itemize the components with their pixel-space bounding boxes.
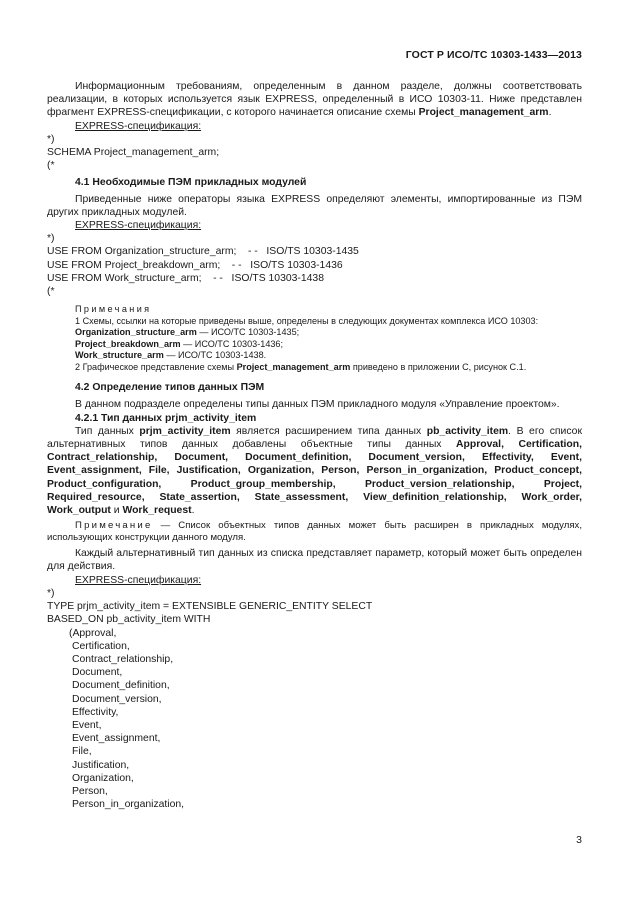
ref-doc: — ИСО/ТС 10303-1436; bbox=[180, 338, 284, 349]
note-ref bbox=[75, 339, 582, 351]
express-label bbox=[47, 574, 582, 587]
ref-name: Organization_structure_arm bbox=[75, 327, 197, 338]
schema-declaration: SCHEMA Project_management_arm; bbox=[47, 147, 220, 159]
express-label-text: EXPRESS-спецификация: bbox=[75, 574, 202, 586]
intro-end: . bbox=[548, 107, 552, 119]
section-4-2-text: В данном подразделе определены типы данных ПЭМ прикладного модуля «Управление проектом». bbox=[75, 399, 560, 411]
use-from-line: USE FROM Organization_structure_arm; - - ISO/TS 10303-1435 bbox=[47, 246, 359, 258]
ref-name: Project_breakdown_arm bbox=[75, 338, 181, 349]
express-label bbox=[47, 219, 582, 232]
note-ref bbox=[75, 327, 582, 339]
select-item: Event, bbox=[72, 719, 102, 731]
type-declaration: TYPE prjm_activity_item = EXTENSIBLE GENERIC_ENTITY SELECT bbox=[47, 601, 373, 613]
param-paragraph: Каждый альтернативный тип данных из списка представляет параметр, который может быть определен для действия. bbox=[47, 548, 582, 573]
select-item: File, bbox=[72, 746, 92, 758]
select-item: Document_definition, bbox=[72, 680, 170, 692]
select-item: Organization, bbox=[72, 772, 134, 784]
select-item: Document_version, bbox=[72, 693, 162, 705]
select-item: Event_assignment, bbox=[72, 733, 161, 745]
code-close: (* bbox=[47, 160, 55, 172]
t-c: . В его список альтернативных типов данных добавлены объектные типы данных bbox=[47, 425, 582, 451]
note-types bbox=[47, 520, 582, 544]
code-close: (* bbox=[47, 286, 55, 298]
section-4-2-1-heading: 4.2.1 Тип данных prjm_activity_item bbox=[75, 412, 257, 424]
note-label: Примечание bbox=[75, 520, 153, 532]
t-end: . bbox=[191, 505, 195, 517]
schema-name: Project_management_arm bbox=[418, 107, 549, 119]
t-and: и bbox=[110, 505, 123, 517]
note-2 bbox=[75, 362, 582, 374]
express-label-text: EXPRESS-спецификация: bbox=[75, 120, 202, 132]
section-4-2-1-text bbox=[47, 425, 582, 517]
code-open: *) bbox=[47, 233, 55, 245]
select-item: (Approval, bbox=[69, 627, 117, 639]
select-item: Effectivity, bbox=[72, 706, 119, 718]
section-4-1-heading: 4.1 Необходимые ПЭМ прикладных модулей bbox=[75, 177, 307, 189]
note-1: 1 Схемы, ссылки на которые приведены выше, определены в следующих документах комплекса ИСО 10303: bbox=[75, 315, 539, 326]
t-a: Тип данных bbox=[75, 425, 140, 437]
note-2-pre: 2 Графическое представление схемы bbox=[75, 361, 237, 372]
code-open: *) bbox=[47, 133, 55, 145]
note-2-name: Project_management_arm bbox=[236, 361, 351, 372]
express-label-text: EXPRESS-спецификация: bbox=[75, 220, 202, 232]
select-item: Document, bbox=[72, 667, 123, 679]
last-type: Work_request bbox=[122, 505, 192, 517]
express-label bbox=[47, 120, 582, 133]
base-name: pb_activity_item bbox=[426, 425, 509, 437]
select-item: Person, bbox=[72, 785, 108, 797]
types-list: Approval, Certification, Contract_relationship, Document, Document_definition, Document_version, Effectivity, Event, Event_assignment, File, Justification, Organization, Person, Person_in_organization, Product_concept, Product_configuration, Product_group_membership, Product_version_relationship, Project, Required_resource, State_assertion, State_assessment, View_definition_relationship, Work_order, Work_output bbox=[47, 439, 582, 517]
note-ref bbox=[75, 350, 582, 362]
select-item: Person_in_organization, bbox=[72, 799, 185, 811]
intro-paragraph bbox=[47, 80, 582, 120]
ref-doc: — ИСО/ТС 10303-1435; bbox=[196, 327, 300, 338]
select-item: Contract_relationship, bbox=[72, 653, 174, 665]
use-from-line: USE FROM Work_structure_arm; - - ISO/TS 10303-1438 bbox=[47, 272, 324, 284]
use-from-line: USE FROM Project_breakdown_arm; - - ISO/TS 10303-1436 bbox=[47, 259, 343, 271]
note-2-post: приведено в приложении С, рисунок С.1. bbox=[350, 361, 527, 372]
select-item: Certification, bbox=[72, 640, 130, 652]
ref-name: Work_structure_arm bbox=[75, 350, 164, 361]
page-header: ГОСТ Р ИСО/ТС 10303-1433—2013 bbox=[405, 49, 582, 61]
ref-doc: — ИСО/ТС 10303-1438. bbox=[163, 350, 267, 361]
notes-title: Примечания bbox=[75, 304, 152, 315]
section-4-1-text: Приведенные ниже операторы языка EXPRESS определяют элементы, импортированные из ПЭМ других прикладных модулей. bbox=[47, 193, 582, 218]
code-open: *) bbox=[47, 587, 55, 599]
page-content bbox=[47, 80, 582, 811]
note-text: — Список объектных типов данных может быть расширен в прикладных модулях, использующих конструкции данного модуля. bbox=[47, 520, 582, 544]
t-b: является расширением типа данных bbox=[230, 425, 427, 437]
section-4-2-heading: 4.2 Определение типов данных ПЭМ bbox=[75, 382, 265, 394]
page-number: 3 bbox=[576, 834, 582, 846]
based-on-line: BASED_ON pb_activity_item WITH bbox=[47, 614, 211, 626]
type-name: prjm_activity_item bbox=[139, 425, 231, 437]
select-item: Justification, bbox=[72, 759, 130, 771]
intro-text: Информационным требованиям, определенным в данном разделе, должны соответствовать реализации, в которых используется язык EXPRESS, определенный в ИСО 10303-11. Ниже представлен фрагмент EXPRESS-спецификации, с которого начинается описание схемы bbox=[47, 81, 582, 119]
notes-block bbox=[47, 304, 582, 373]
